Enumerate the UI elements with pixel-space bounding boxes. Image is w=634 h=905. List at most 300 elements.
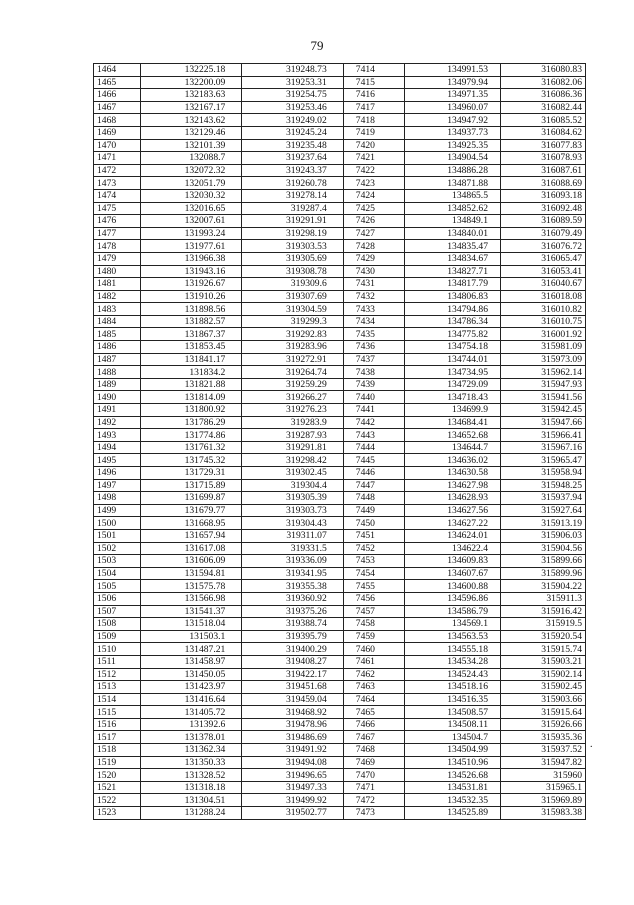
point-number-right: 7458 [343, 618, 404, 631]
y-coordinate-left: 319272.91 [242, 353, 343, 366]
point-number-left: 1487 [94, 353, 141, 366]
x-coordinate-right: 134627.22 [404, 517, 500, 530]
x-coordinate-left: 131882.57 [140, 315, 241, 328]
x-coordinate-right: 134865.5 [404, 189, 500, 202]
table-row [94, 76, 586, 89]
point-number-right: 7452 [343, 542, 404, 555]
x-coordinate-left: 131594.81 [140, 567, 241, 580]
table-row [94, 164, 586, 177]
point-number-left: 1493 [94, 429, 141, 442]
point-number-right: 7433 [343, 303, 404, 316]
point-number-right: 7443 [343, 429, 404, 442]
point-number-right: 7427 [343, 227, 404, 240]
point-number-right: 7460 [343, 643, 404, 656]
y-coordinate-left: 319486.69 [242, 731, 343, 744]
table-row [94, 504, 586, 517]
table-row [94, 567, 586, 580]
table-row [94, 807, 586, 820]
x-coordinate-left: 131458.97 [140, 655, 241, 668]
x-coordinate-right: 134827.71 [404, 265, 500, 278]
y-coordinate-right: 316018.08 [501, 290, 586, 303]
table-row [94, 605, 586, 618]
point-number-left: 1522 [94, 794, 141, 807]
y-coordinate-left: 319499.92 [242, 794, 343, 807]
y-coordinate-right: 315962.14 [501, 366, 586, 379]
table-row [94, 177, 586, 190]
x-coordinate-right: 134937.73 [404, 126, 500, 139]
point-number-right: 7465 [343, 706, 404, 719]
y-coordinate-left: 319254.75 [242, 89, 343, 102]
y-coordinate-left: 319259.29 [242, 378, 343, 391]
x-coordinate-right: 134630.58 [404, 467, 500, 480]
y-coordinate-right: 316078.93 [501, 152, 586, 165]
point-number-right: 7417 [343, 101, 404, 114]
point-number-left: 1471 [94, 152, 141, 165]
x-coordinate-right: 134718.43 [404, 391, 500, 404]
y-coordinate-left: 319291.81 [242, 441, 343, 454]
y-coordinate-right: 316086.36 [501, 89, 586, 102]
point-number-right: 7422 [343, 164, 404, 177]
point-number-left: 1489 [94, 378, 141, 391]
x-coordinate-left: 132007.61 [140, 215, 241, 228]
table-row [94, 429, 586, 442]
table-row [94, 555, 586, 568]
x-coordinate-left: 131423.97 [140, 681, 241, 694]
x-coordinate-right: 134729.09 [404, 378, 500, 391]
point-number-left: 1472 [94, 164, 141, 177]
y-coordinate-left: 319308.78 [242, 265, 343, 278]
point-number-left: 1502 [94, 542, 141, 555]
point-number-left: 1516 [94, 718, 141, 731]
x-coordinate-left: 132167.17 [140, 101, 241, 114]
table-row [94, 265, 586, 278]
y-coordinate-left: 319309.6 [242, 278, 343, 291]
x-coordinate-right: 134563.53 [404, 630, 500, 643]
point-number-left: 1512 [94, 668, 141, 681]
y-coordinate-left: 319303.73 [242, 504, 343, 517]
y-coordinate-right: 315913.19 [501, 517, 586, 530]
table-row [94, 290, 586, 303]
x-coordinate-right: 134569.1 [404, 618, 500, 631]
y-coordinate-right: 315966.41 [501, 429, 586, 442]
y-coordinate-right: 315926.66 [501, 718, 586, 731]
y-coordinate-right: 315965.47 [501, 454, 586, 467]
table-row [94, 315, 586, 328]
x-coordinate-right: 134516.35 [404, 693, 500, 706]
x-coordinate-right: 134947.92 [404, 114, 500, 127]
y-coordinate-left: 319491.92 [242, 744, 343, 757]
x-coordinate-right: 134627.98 [404, 479, 500, 492]
x-coordinate-left: 131679.77 [140, 504, 241, 517]
x-coordinate-right: 134991.53 [404, 64, 500, 77]
y-coordinate-right: 316010.75 [501, 315, 586, 328]
y-coordinate-left: 319302.45 [242, 467, 343, 480]
table-row [94, 202, 586, 215]
y-coordinate-right: 316089.59 [501, 215, 586, 228]
x-coordinate-left: 131800.92 [140, 404, 241, 417]
y-coordinate-left: 319237.64 [242, 152, 343, 165]
x-coordinate-right: 134871.88 [404, 177, 500, 190]
point-number-right: 7438 [343, 366, 404, 379]
table-row [94, 404, 586, 417]
table-row [94, 681, 586, 694]
table-row [94, 139, 586, 152]
table-row [94, 517, 586, 530]
y-coordinate-right: 315981.09 [501, 341, 586, 354]
y-coordinate-right: 315983.38 [501, 807, 586, 820]
y-coordinate-right: 315935.36 [501, 731, 586, 744]
table-row [94, 718, 586, 731]
x-coordinate-left: 131405.72 [140, 706, 241, 719]
y-coordinate-right: 316082.06 [501, 76, 586, 89]
table-row [94, 580, 586, 593]
y-coordinate-left: 319305.39 [242, 492, 343, 505]
y-coordinate-right: 316053.41 [501, 265, 586, 278]
point-number-right: 7453 [343, 555, 404, 568]
x-coordinate-right: 134835.47 [404, 240, 500, 253]
point-number-right: 7428 [343, 240, 404, 253]
y-coordinate-right: 316085.52 [501, 114, 586, 127]
y-coordinate-right: 316001.92 [501, 328, 586, 341]
x-coordinate-left: 132016.65 [140, 202, 241, 215]
y-coordinate-left: 319304.4 [242, 479, 343, 492]
point-number-left: 1475 [94, 202, 141, 215]
x-coordinate-left: 132088.7 [140, 152, 241, 165]
point-number-right: 7434 [343, 315, 404, 328]
x-coordinate-left: 131834.2 [140, 366, 241, 379]
x-coordinate-right: 134971.35 [404, 89, 500, 102]
y-coordinate-right: 315927.64 [501, 504, 586, 517]
point-number-right: 7449 [343, 504, 404, 517]
x-coordinate-left: 131977.61 [140, 240, 241, 253]
x-coordinate-right: 134925.35 [404, 139, 500, 152]
y-coordinate-right: 315958.94 [501, 467, 586, 480]
x-coordinate-right: 134904.54 [404, 152, 500, 165]
y-coordinate-left: 319451.68 [242, 681, 343, 694]
y-coordinate-right: 315915.64 [501, 706, 586, 719]
table-row [94, 529, 586, 542]
x-coordinate-left: 131617.08 [140, 542, 241, 555]
point-number-left: 1470 [94, 139, 141, 152]
y-coordinate-right: 315915.74 [501, 643, 586, 656]
x-coordinate-left: 131518.04 [140, 618, 241, 631]
stray-mark: . [590, 739, 593, 750]
point-number-left: 1519 [94, 756, 141, 769]
x-coordinate-right: 134786.34 [404, 315, 500, 328]
y-coordinate-left: 319304.59 [242, 303, 343, 316]
x-coordinate-left: 131657.94 [140, 529, 241, 542]
x-coordinate-left: 131745.32 [140, 454, 241, 467]
page-number: 79 [310, 38, 324, 53]
table-row [94, 378, 586, 391]
point-number-left: 1490 [94, 391, 141, 404]
x-coordinate-left: 131898.56 [140, 303, 241, 316]
table-row [94, 781, 586, 794]
x-coordinate-right: 134586.79 [404, 605, 500, 618]
table-row [94, 215, 586, 228]
x-coordinate-right: 134609.83 [404, 555, 500, 568]
point-number-left: 1485 [94, 328, 141, 341]
table-row [94, 366, 586, 379]
table-row [94, 744, 586, 757]
y-coordinate-right: 315947.93 [501, 378, 586, 391]
table-row [94, 492, 586, 505]
x-coordinate-left: 132200.09 [140, 76, 241, 89]
y-coordinate-left: 319253.46 [242, 101, 343, 114]
table-row [94, 227, 586, 240]
y-coordinate-left: 319266.27 [242, 391, 343, 404]
x-coordinate-right: 134652.68 [404, 429, 500, 442]
y-coordinate-right: 316079.49 [501, 227, 586, 240]
point-number-left: 1523 [94, 807, 141, 820]
y-coordinate-right: 315903.66 [501, 693, 586, 706]
y-coordinate-right: 315942.45 [501, 404, 586, 417]
table-row [94, 794, 586, 807]
point-number-left: 1511 [94, 655, 141, 668]
point-number-right: 7426 [343, 215, 404, 228]
point-number-right: 7429 [343, 252, 404, 265]
point-number-left: 1468 [94, 114, 141, 127]
point-number-right: 7464 [343, 693, 404, 706]
point-number-right: 7470 [343, 769, 404, 782]
x-coordinate-left: 131966.38 [140, 252, 241, 265]
y-coordinate-right: 316076.72 [501, 240, 586, 253]
point-number-left: 1484 [94, 315, 141, 328]
y-coordinate-right: 316040.67 [501, 278, 586, 291]
y-coordinate-left: 319395.79 [242, 630, 343, 643]
y-coordinate-left: 319400.29 [242, 643, 343, 656]
y-coordinate-left: 319278.14 [242, 189, 343, 202]
y-coordinate-right: 315904.22 [501, 580, 586, 593]
table-row [94, 756, 586, 769]
point-number-right: 7468 [343, 744, 404, 757]
y-coordinate-left: 319287.4 [242, 202, 343, 215]
point-number-left: 1479 [94, 252, 141, 265]
x-coordinate-right: 134960.07 [404, 101, 500, 114]
x-coordinate-right: 134636.02 [404, 454, 500, 467]
point-number-left: 1474 [94, 189, 141, 202]
x-coordinate-left: 132129.46 [140, 126, 241, 139]
point-number-left: 1517 [94, 731, 141, 744]
point-number-left: 1506 [94, 592, 141, 605]
table-row [94, 89, 586, 102]
y-coordinate-left: 319355.38 [242, 580, 343, 593]
point-number-left: 1480 [94, 265, 141, 278]
y-coordinate-right: 315920.54 [501, 630, 586, 643]
table-row [94, 706, 586, 719]
point-number-right: 7425 [343, 202, 404, 215]
y-coordinate-left: 319243.37 [242, 164, 343, 177]
x-coordinate-right: 134699.9 [404, 404, 500, 417]
coordinate-table [93, 63, 586, 820]
x-coordinate-right: 134627.56 [404, 504, 500, 517]
point-number-right: 7444 [343, 441, 404, 454]
x-coordinate-left: 131606.09 [140, 555, 241, 568]
x-coordinate-left: 131503.1 [140, 630, 241, 643]
point-number-left: 1515 [94, 706, 141, 719]
point-number-left: 1508 [94, 618, 141, 631]
point-number-left: 1504 [94, 567, 141, 580]
x-coordinate-left: 131575.78 [140, 580, 241, 593]
x-coordinate-right: 134794.86 [404, 303, 500, 316]
y-coordinate-right: 315948.25 [501, 479, 586, 492]
x-coordinate-right: 134525.89 [404, 807, 500, 820]
point-number-right: 7415 [343, 76, 404, 89]
point-number-right: 7459 [343, 630, 404, 643]
x-coordinate-left: 131910.26 [140, 290, 241, 303]
point-number-right: 7469 [343, 756, 404, 769]
x-coordinate-right: 134600.88 [404, 580, 500, 593]
y-coordinate-left: 319494.08 [242, 756, 343, 769]
y-coordinate-right: 315941.56 [501, 391, 586, 404]
point-number-right: 7442 [343, 416, 404, 429]
table-row [94, 592, 586, 605]
point-number-left: 1495 [94, 454, 141, 467]
table-row [94, 668, 586, 681]
point-number-right: 7430 [343, 265, 404, 278]
table-row [94, 479, 586, 492]
x-coordinate-right: 134504.7 [404, 731, 500, 744]
y-coordinate-left: 319502.77 [242, 807, 343, 820]
x-coordinate-right: 134504.99 [404, 744, 500, 757]
y-coordinate-right: 315947.66 [501, 416, 586, 429]
x-coordinate-left: 132101.39 [140, 139, 241, 152]
y-coordinate-right: 315937.94 [501, 492, 586, 505]
y-coordinate-right: 315904.56 [501, 542, 586, 555]
x-coordinate-right: 134840.01 [404, 227, 500, 240]
x-coordinate-left: 131362.34 [140, 744, 241, 757]
x-coordinate-left: 131786.29 [140, 416, 241, 429]
x-coordinate-right: 134754.18 [404, 341, 500, 354]
y-coordinate-right: 315911.3 [501, 592, 586, 605]
x-coordinate-right: 134510.96 [404, 756, 500, 769]
table-row [94, 278, 586, 291]
point-number-right: 7467 [343, 731, 404, 744]
table-row [94, 643, 586, 656]
x-coordinate-right: 134526.68 [404, 769, 500, 782]
y-coordinate-left: 319422.17 [242, 668, 343, 681]
y-coordinate-right: 316092.48 [501, 202, 586, 215]
y-coordinate-left: 319341.95 [242, 567, 343, 580]
table-row [94, 542, 586, 555]
point-number-right: 7473 [343, 807, 404, 820]
y-coordinate-left: 319298.19 [242, 227, 343, 240]
table-row [94, 693, 586, 706]
y-coordinate-right: 315902.14 [501, 668, 586, 681]
point-number-right: 7445 [343, 454, 404, 467]
x-coordinate-left: 131853.45 [140, 341, 241, 354]
point-number-left: 1520 [94, 769, 141, 782]
x-coordinate-left: 131841.17 [140, 353, 241, 366]
point-number-left: 1494 [94, 441, 141, 454]
table-row [94, 152, 586, 165]
point-number-right: 7466 [343, 718, 404, 731]
table-row [94, 769, 586, 782]
x-coordinate-left: 131943.16 [140, 265, 241, 278]
x-coordinate-left: 131867.37 [140, 328, 241, 341]
y-coordinate-left: 319331.5 [242, 542, 343, 555]
y-coordinate-right: 315937.52 [501, 744, 586, 757]
coordinate-table-body [94, 64, 586, 820]
point-number-left: 1464 [94, 64, 141, 77]
y-coordinate-right: 316093.18 [501, 189, 586, 202]
point-number-left: 1507 [94, 605, 141, 618]
point-number-right: 7416 [343, 89, 404, 102]
table-row [94, 101, 586, 114]
point-number-left: 1503 [94, 555, 141, 568]
x-coordinate-right: 134644.7 [404, 441, 500, 454]
point-number-right: 7420 [343, 139, 404, 152]
x-coordinate-left: 132143.62 [140, 114, 241, 127]
point-number-left: 1488 [94, 366, 141, 379]
x-coordinate-left: 131350.33 [140, 756, 241, 769]
y-coordinate-left: 319264.74 [242, 366, 343, 379]
y-coordinate-right: 315903.21 [501, 655, 586, 668]
y-coordinate-right: 315906.03 [501, 529, 586, 542]
point-number-left: 1476 [94, 215, 141, 228]
x-coordinate-right: 134886.28 [404, 164, 500, 177]
table-row [94, 328, 586, 341]
x-coordinate-right: 134817.79 [404, 278, 500, 291]
table-row [94, 353, 586, 366]
point-number-right: 7423 [343, 177, 404, 190]
y-coordinate-right: 316080.83 [501, 64, 586, 77]
table-row [94, 655, 586, 668]
x-coordinate-right: 134532.35 [404, 794, 500, 807]
point-number-left: 1497 [94, 479, 141, 492]
x-coordinate-right: 134775.82 [404, 328, 500, 341]
y-coordinate-left: 319299.3 [242, 315, 343, 328]
point-number-right: 7447 [343, 479, 404, 492]
point-number-left: 1499 [94, 504, 141, 517]
point-number-right: 7419 [343, 126, 404, 139]
y-coordinate-right: 315947.82 [501, 756, 586, 769]
table-row [94, 114, 586, 127]
x-coordinate-right: 134624.01 [404, 529, 500, 542]
x-coordinate-right: 134555.18 [404, 643, 500, 656]
table-row [94, 391, 586, 404]
point-number-right: 7471 [343, 781, 404, 794]
point-number-right: 7457 [343, 605, 404, 618]
x-coordinate-left: 131668.95 [140, 517, 241, 530]
point-number-right: 7424 [343, 189, 404, 202]
y-coordinate-left: 319283.96 [242, 341, 343, 354]
point-number-left: 1513 [94, 681, 141, 694]
table-row [94, 441, 586, 454]
y-coordinate-left: 319291.91 [242, 215, 343, 228]
point-number-right: 7448 [343, 492, 404, 505]
x-coordinate-right: 134806.83 [404, 290, 500, 303]
table-row [94, 126, 586, 139]
point-number-left: 1467 [94, 101, 141, 114]
y-coordinate-left: 319408.27 [242, 655, 343, 668]
y-coordinate-left: 319248.73 [242, 64, 343, 77]
point-number-left: 1465 [94, 76, 141, 89]
point-number-right: 7463 [343, 681, 404, 694]
y-coordinate-left: 319303.53 [242, 240, 343, 253]
y-coordinate-right: 315960 [501, 769, 586, 782]
point-number-left: 1496 [94, 467, 141, 480]
table-row [94, 467, 586, 480]
x-coordinate-left: 131814.09 [140, 391, 241, 404]
x-coordinate-right: 134744.01 [404, 353, 500, 366]
point-number-right: 7461 [343, 655, 404, 668]
y-coordinate-left: 319496.65 [242, 769, 343, 782]
table-row [94, 189, 586, 202]
x-coordinate-right: 134852.62 [404, 202, 500, 215]
x-coordinate-left: 131541.37 [140, 605, 241, 618]
x-coordinate-left: 131774.86 [140, 429, 241, 442]
